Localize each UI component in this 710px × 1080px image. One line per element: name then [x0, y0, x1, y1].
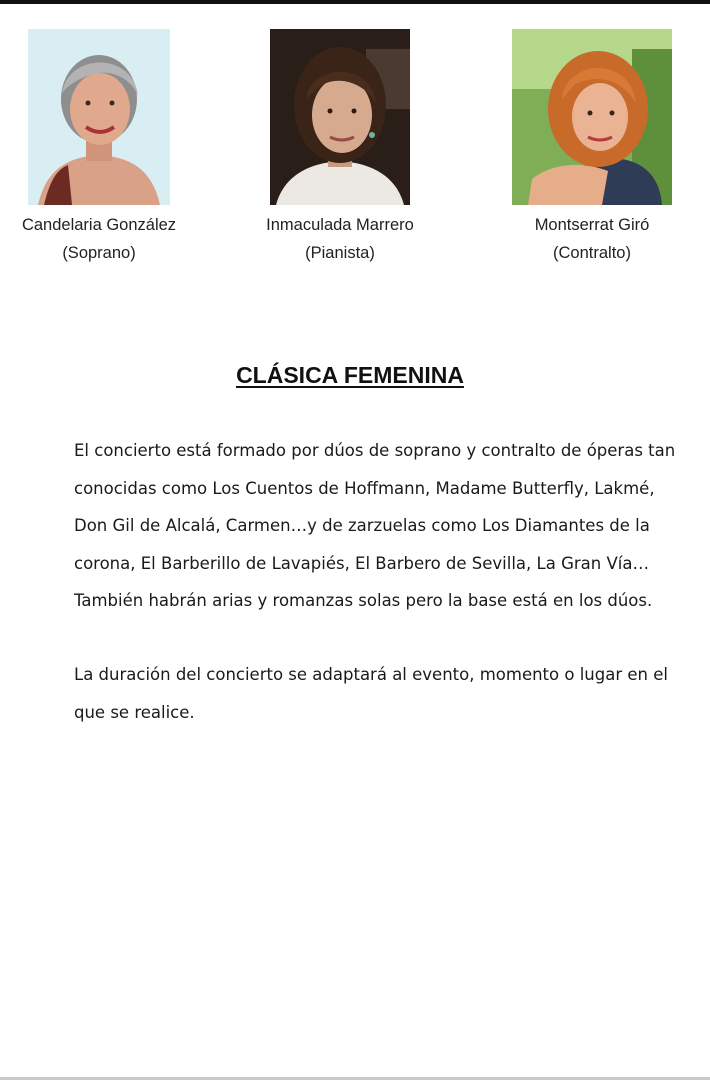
performer-card-soprano — [0, 29, 198, 263]
portrait-photo-montserrat — [512, 29, 672, 205]
performer-card-pianist — [240, 29, 440, 263]
concert-title: CLÁSICA FEMENINA — [236, 362, 464, 388]
portrait-photo-candelaria — [28, 29, 170, 205]
top-border — [0, 0, 710, 4]
duration-paragraph: La duración del concierto se adaptará al evento, momento o lugar en el que se realice. — [74, 665, 668, 722]
performer-role: (Pianista) — [305, 244, 375, 262]
performer-name: Inmaculada Marrero — [266, 216, 414, 234]
performer-name: Montserrat Giró — [534, 216, 650, 234]
performer-name: Candelaria González — [21, 216, 177, 234]
description-paragraph: El concierto está formado por dúos de soprano y contralto de óperas tan conocidas como Los Cuentos de Hoffmann, Madame Butterfly, Lakmé, Don Gil de Alcalá, Carmen…y de zarzuelas como Los Diamantes de la corona, El Barberillo de Lavapiés, El Barbero de Sevilla, La Gran Vía… También habrán arias y romanzas solas pero la base está en los dúos. — [74, 441, 676, 610]
performer-role: (Soprano) — [62, 244, 136, 262]
performer-role: (Contralto) — [553, 244, 631, 262]
portrait-photo-inmaculada — [270, 29, 410, 205]
performer-card-contralto — [508, 29, 676, 263]
